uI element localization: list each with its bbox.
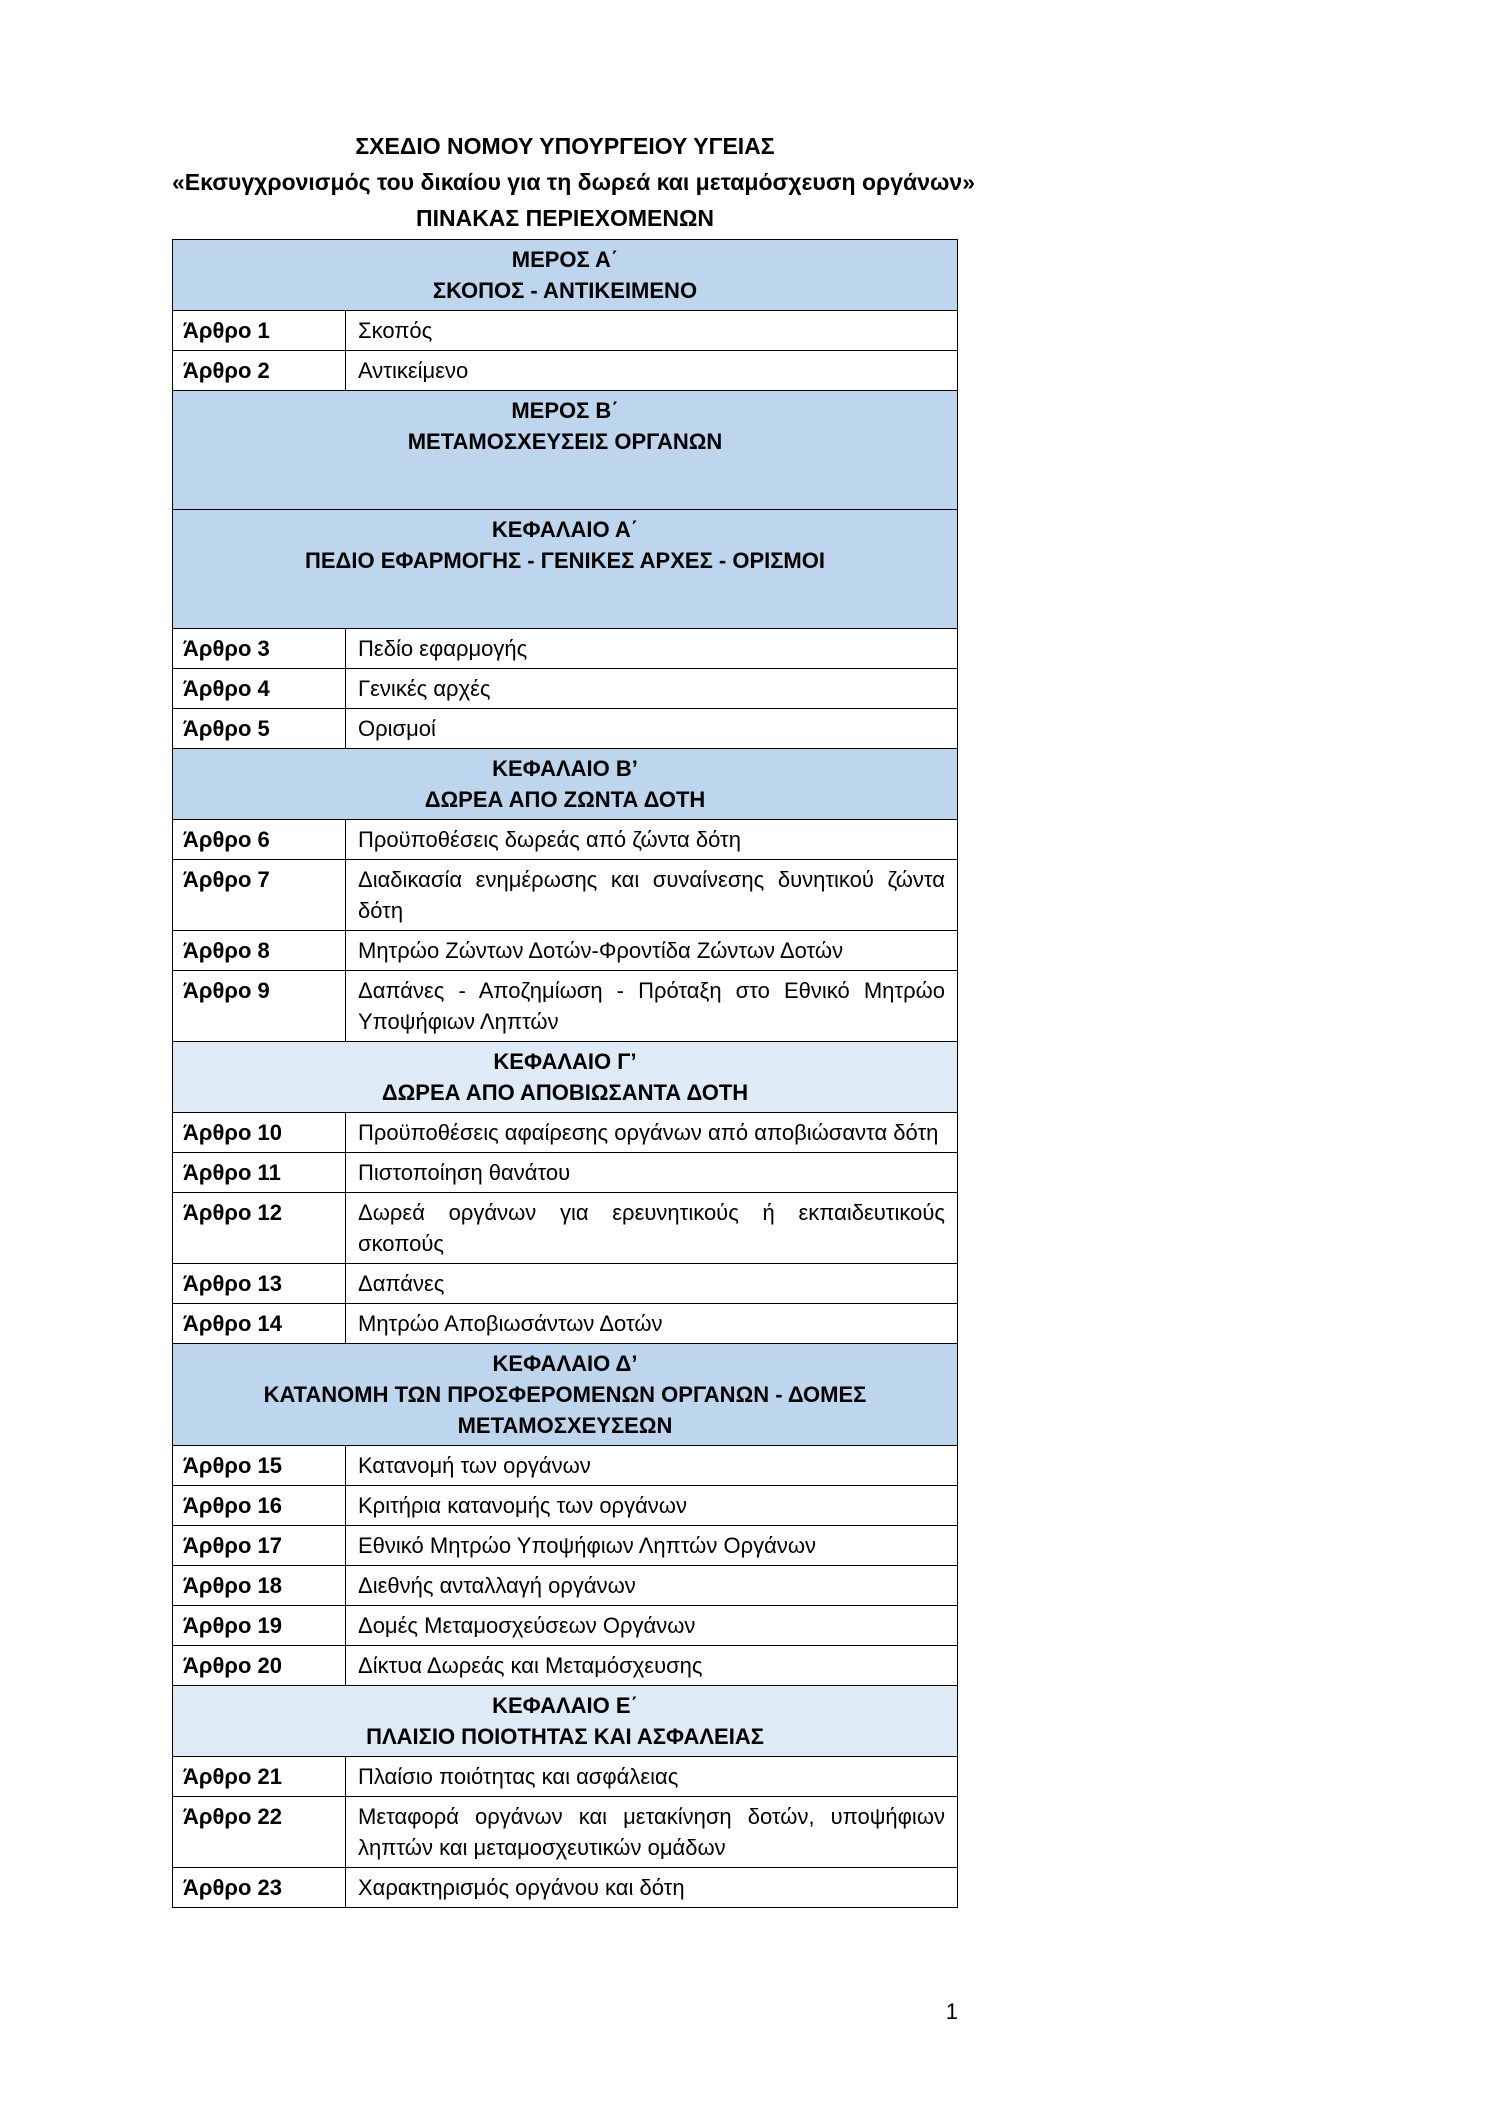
- article-title-cell: Χαρακτηρισμός οργάνου και δότη: [358, 1875, 685, 1900]
- article-title-cell: Μητρώο Αποβιωσάντων Δοτών: [358, 1311, 663, 1336]
- document-title-line-1: ΣΧΕΔΙΟ ΝΟΜΟΥ ΥΠΟΥΡΓΕΙΟΥ ΥΓΕΙΑΣ: [355, 133, 775, 159]
- article-number-cell: Άρθρο 8: [173, 931, 346, 970]
- article-row: [173, 629, 957, 669]
- article-number-cell: Άρθρο 9: [173, 971, 346, 1041]
- article-number-cell: Άρθρο 4: [173, 669, 346, 708]
- article-row: [173, 1446, 957, 1486]
- article-row: [173, 1486, 957, 1526]
- page-number: 1: [945, 1999, 958, 2024]
- article-number-cell: Άρθρο 18: [173, 1566, 346, 1605]
- section-header-text: ΚΕΦΑΛΑΙΟ Ε΄: [492, 1693, 638, 1718]
- section-header-text: ΚΕΦΑΛΑΙΟ Β’: [492, 756, 638, 781]
- article-number-cell: Άρθρο 23: [173, 1868, 346, 1907]
- article-title-cell: Κριτήρια κατανομής των οργάνων: [358, 1493, 687, 1518]
- article-title-cell: Δαπάνες - Αποζημίωση - Πρόταξη στο Εθνικό Μητρώο Υποψήφιων Ληπτών: [358, 978, 945, 1034]
- document-title-line-3: ΠΙΝΑΚΑΣ ΠΕΡΙΕΧΟΜΕΝΩΝ: [415, 205, 715, 231]
- article-row: [173, 1757, 957, 1797]
- article-title-cell: Γενικές αρχές: [358, 676, 491, 701]
- article-row: [173, 1566, 957, 1606]
- toc-table: [172, 239, 958, 1908]
- section-header-text: ΣΚΟΠΟΣ - ΑΝΤΙΚΕΙΜΕΝΟ: [432, 278, 698, 303]
- section-header-row: [173, 240, 957, 311]
- article-row: [173, 1153, 957, 1193]
- article-row: [173, 1113, 957, 1153]
- section-header-row: [173, 510, 957, 629]
- article-title-cell: Δομές Μεταμοσχεύσεων Οργάνων: [358, 1613, 696, 1638]
- article-title-cell: Μητρώο Ζώντων Δοτών-Φροντίδα Ζώντων Δοτών: [358, 938, 844, 963]
- article-number-cell: Άρθρο 5: [173, 709, 346, 748]
- document-title-block: [172, 128, 976, 236]
- article-title-cell: Πλαίσιο ποιότητας και ασφάλειας: [358, 1764, 679, 1789]
- article-number-cell: Άρθρο 1: [173, 311, 346, 350]
- section-header-text: ΜΕΤΑΜΟΣΧΕΥΣΕΙΣ ΟΡΓΑΝΩΝ: [407, 429, 723, 454]
- article-row: [173, 709, 957, 749]
- article-number-cell: Άρθρο 17: [173, 1526, 346, 1565]
- article-title-cell: Διαδικασία ενημέρωσης και συναίνεσης δυνητικού ζώντα δότη: [358, 867, 945, 923]
- article-title-cell: Διεθνής ανταλλαγή οργάνων: [358, 1573, 636, 1598]
- article-number-cell: Άρθρο 10: [173, 1113, 346, 1152]
- article-title-cell: Προϋποθέσεις αφαίρεσης οργάνων από αποβιώσαντα δότη: [358, 1120, 939, 1145]
- section-header-row: [173, 1344, 957, 1446]
- article-title-cell: Δαπάνες: [358, 1271, 445, 1296]
- article-row: [173, 1526, 957, 1566]
- section-header-text: ΚΕΦΑΛΑΙΟ Γ’: [493, 1049, 637, 1074]
- article-row: [173, 1193, 957, 1264]
- section-header-text: ΠΕΔΙΟ ΕΦΑΡΜΟΓΗΣ - ΓΕΝΙΚΕΣ ΑΡΧΕΣ - ΟΡΙΣΜΟΙ: [305, 548, 825, 573]
- section-header-text: ΔΩΡΕΑ ΑΠΟ ΑΠΟΒΙΩΣΑΝΤΑ ΔΟΤΗ: [381, 1080, 749, 1105]
- section-header-text: ΚΕΦΑΛΑΙΟ Α΄: [491, 517, 639, 542]
- article-number-cell: Άρθρο 6: [173, 820, 346, 859]
- article-number-cell: Άρθρο 22: [173, 1797, 346, 1867]
- article-title-cell: Μεταφορά οργάνων και μετακίνηση δοτών, υποψήφιων ληπτών και μεταμοσχευτικών ομάδων: [358, 1804, 945, 1860]
- article-number-cell: Άρθρο 21: [173, 1757, 346, 1796]
- document-title-line-2: «Εκσυγχρονισμός του δικαίου για τη δωρεά και μεταμόσχευση οργάνων»: [172, 169, 976, 195]
- article-title-cell: Πιστοποίηση θανάτου: [358, 1160, 571, 1185]
- article-number-cell: Άρθρο 15: [173, 1446, 346, 1485]
- article-row: [173, 1646, 957, 1686]
- section-header-row: [173, 749, 957, 820]
- article-title-cell: Κατανομή των οργάνων: [358, 1453, 591, 1478]
- article-title-cell: Ορισμοί: [358, 716, 436, 741]
- article-number-cell: Άρθρο 3: [173, 629, 346, 668]
- article-number-cell: Άρθρο 13: [173, 1264, 346, 1303]
- article-row: [173, 1304, 957, 1344]
- article-row: [173, 1264, 957, 1304]
- section-header-row: [173, 1686, 957, 1757]
- article-row: [173, 1797, 957, 1868]
- section-header-text: ΜΕΡΟΣ Β΄: [511, 398, 619, 423]
- article-row: [173, 860, 957, 931]
- article-number-cell: Άρθρο 11: [173, 1153, 346, 1192]
- article-title-cell: Πεδίο εφαρμογής: [358, 636, 528, 661]
- article-title-cell: Δωρεά οργάνων για ερευνητικούς ή εκπαιδευτικούς σκοπούς: [358, 1200, 945, 1256]
- article-number-cell: Άρθρο 16: [173, 1486, 346, 1525]
- article-row: [173, 1606, 957, 1646]
- section-header-text: ΠΛΑΙΣΙΟ ΠΟΙΟΤΗΤΑΣ ΚΑΙ ΑΣΦΑΛΕΙΑΣ: [366, 1724, 764, 1749]
- section-header-text: ΜΕΡΟΣ Α΄: [511, 247, 619, 272]
- section-header-text: ΚΑΤΑΝΟΜΗ ΤΩΝ ΠΡΟΣΦΕΡΟΜΕΝΩΝ ΟΡΓΑΝΩΝ - ΔΟΜΕΣ ΜΕΤΑΜΟΣΧΕΥΣΕΩΝ: [263, 1382, 867, 1438]
- article-number-cell: Άρθρο 12: [173, 1193, 346, 1263]
- article-row: [173, 820, 957, 860]
- article-row: [173, 311, 957, 351]
- article-title-cell: Προϋποθέσεις δωρεάς από ζώντα δότη: [358, 827, 741, 852]
- article-row: [173, 351, 957, 391]
- section-header-text: ΚΕΦΑΛΑΙΟ Δ’: [492, 1351, 638, 1376]
- document-page: [172, 128, 976, 1908]
- article-row: [173, 971, 957, 1042]
- article-number-cell: Άρθρο 19: [173, 1606, 346, 1645]
- article-title-cell: Δίκτυα Δωρεάς και Μεταμόσχευσης: [358, 1653, 703, 1678]
- article-title-cell: Σκοπός: [358, 318, 433, 343]
- article-number-cell: Άρθρο 7: [173, 860, 346, 930]
- article-number-cell: Άρθρο 20: [173, 1646, 346, 1685]
- article-row: [173, 1868, 957, 1907]
- section-header-row: [173, 1042, 957, 1113]
- article-row: [173, 931, 957, 971]
- section-header-text: ΔΩΡΕΑ ΑΠΟ ΖΩΝΤΑ ΔΟΤΗ: [424, 787, 706, 812]
- article-number-cell: Άρθρο 14: [173, 1304, 346, 1343]
- article-number-cell: Άρθρο 2: [173, 351, 346, 390]
- article-row: [173, 669, 957, 709]
- article-title-cell: Αντικείμενο: [358, 358, 469, 383]
- article-title-cell: Εθνικό Μητρώο Υποψήφιων Ληπτών Οργάνων: [358, 1533, 816, 1558]
- section-header-row: [173, 391, 957, 510]
